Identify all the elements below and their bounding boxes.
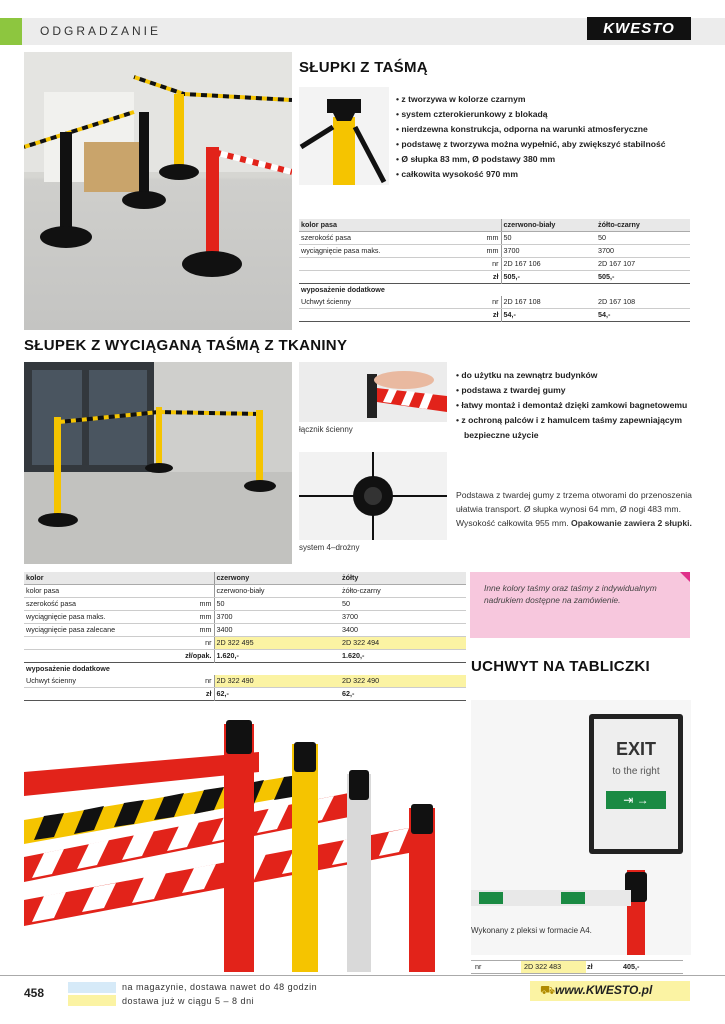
exit-tape: [471, 890, 631, 906]
price: 62,-: [214, 688, 340, 701]
table-cell: zł: [492, 272, 499, 281]
sign-panel: [594, 719, 678, 849]
sign-holder-caption: Wykonany z pleksi w formacie A4.: [471, 926, 592, 935]
product2-title: SŁUPEK Z WYCIĄGANĄ TAŚMĄ Z TKANINY: [24, 337, 348, 354]
table-header: czerwony: [214, 572, 340, 585]
table-header: kolor pasa: [299, 219, 459, 232]
table-cell: mm: [459, 232, 501, 245]
product1-title: SŁUPKI Z TAŚMĄ: [299, 59, 428, 76]
sign-frame: [589, 714, 683, 854]
feature-item: • z tworzywa w kolorze czarnym: [396, 92, 696, 107]
posts-tape-photo: [24, 712, 464, 972]
sign-exit-text: EXIT: [615, 739, 656, 759]
order-label: nr: [475, 962, 482, 971]
custom-order-note: [470, 572, 690, 638]
product3-order-row: [471, 960, 683, 974]
table-cell: wyciągnięcie pasa maks.: [299, 245, 459, 258]
wall-connector-caption: łącznik ścienny: [299, 425, 353, 434]
section-color-tab: [0, 18, 22, 45]
article-number: 2D 322 490: [214, 675, 340, 688]
table-cell: 50: [214, 598, 340, 611]
feature-item: • do użytku na zewnątrz budynków: [456, 368, 696, 383]
table-cell: czerwono-biały: [214, 585, 340, 598]
table-cell: wyciągnięcie pasa zalecane: [24, 624, 174, 637]
table-cell: 50: [596, 232, 690, 245]
product2-main-photo: [24, 362, 292, 564]
price: 62,-: [342, 689, 355, 698]
table-cell: zł: [492, 310, 499, 319]
table-cell: 3700: [596, 245, 690, 258]
feature-item: • łatwy montaż i demontaż dzięki zamkowi bagnetowemu: [456, 398, 696, 413]
product1-spec-table: [299, 219, 690, 322]
currency-label: zł: [587, 962, 593, 971]
accessory-heading: wyposażenie dodatkowe: [26, 664, 110, 673]
feature-item: • podstawa z twardej gumy: [456, 383, 696, 398]
delivery-legend-swatch: [68, 995, 116, 1006]
table-cell: szerokość pasa: [24, 598, 174, 611]
table-cell: 50: [501, 232, 596, 245]
feature-item: • podstawę z tworzywa można wypełnić, aby zwiększyć stabilność: [396, 137, 696, 152]
table-header: żółto-czarny: [596, 219, 690, 232]
table-cell: nr: [459, 258, 501, 271]
sign-direction-text: to the right: [612, 766, 660, 777]
table-cell: 3400: [214, 624, 340, 637]
table-cell: 3700: [214, 611, 340, 624]
note-corner-mark: [680, 572, 690, 582]
feature-item: • z ochroną palców i z hamulcem taśmy zapewniającym bezpieczne użycie: [456, 413, 696, 443]
website-link[interactable]: www.KWESTO.pl: [555, 983, 653, 997]
table-cell: Uchwyt ścienny: [24, 675, 174, 688]
cart-icon: ⛟: [540, 983, 556, 997]
table-cell: 3400: [340, 624, 466, 637]
product1-main-photo: [24, 52, 292, 330]
price: 405,-: [623, 962, 640, 971]
table-cell: mm: [174, 598, 214, 611]
table-cell: 3700: [501, 245, 596, 258]
table-cell: [174, 585, 214, 598]
table-cell: mm: [174, 624, 214, 637]
table-header: czerwono-biały: [501, 219, 596, 232]
exit-pictogram-icon: ⇥ →: [606, 791, 666, 809]
feature-item: • nierdzewna konstrukcja, odporna na warunki atmosferyczne: [396, 122, 696, 137]
product3-title: UCHWYT NA TABLICZKI: [471, 658, 651, 675]
price: 505,-: [501, 271, 596, 284]
table-cell: Uchwyt ścienny: [299, 296, 459, 309]
table-cell: nr: [174, 675, 214, 688]
four-way-system-photo: [299, 452, 447, 540]
article-number: 2D 167 107: [596, 258, 690, 271]
section-title: ODGRADZANIE: [40, 24, 162, 38]
sign-holder-photo: [471, 700, 691, 955]
accessory-heading: wyposażenie dodatkowe: [301, 285, 385, 294]
price: 505,-: [598, 272, 615, 281]
table-cell: nr: [174, 637, 214, 650]
product1-detail-photo: [299, 87, 389, 185]
article-number: 2D 167 108: [596, 296, 690, 309]
brand-logo: KWESTO: [587, 17, 691, 40]
package-contents: Opakowanie zawiera 2 słupki.: [571, 518, 692, 528]
footer-divider: [0, 975, 725, 976]
four-way-system-caption: system 4–drożny: [299, 543, 360, 552]
table-cell: mm: [459, 245, 501, 258]
table-header: kolor: [24, 572, 174, 585]
product2-description-text: Podstawa z twardej gumy z trzema otworami do przenoszenia ułatwia transport. Ø słupka wynosi 64 mm, Ø nogi 483 mm. Wysokość całkowita 955 mm.: [456, 490, 692, 528]
feature-item: • system czterokierunkowy z blokadą: [396, 107, 696, 122]
article-number: 2D 322 494: [340, 637, 466, 650]
exit-tape-icon: [561, 892, 585, 904]
price: 54,-: [501, 309, 596, 322]
stock-legend-text: na magazynie, dostawa nawet do 48 godzin: [122, 982, 318, 992]
table-header: żółty: [340, 572, 466, 585]
feature-item: • Ø słupka 83 mm, Ø podstawy 380 mm: [396, 152, 696, 167]
feature-item: • całkowita wysokość 970 mm: [396, 167, 696, 182]
article-number: 2D 322 495: [214, 637, 340, 650]
note-text: Inne kolory taśmy oraz taśmy z indywidualnym nadrukiem dostępne na zamówienie.: [484, 583, 657, 605]
price: 1.620,-: [342, 651, 365, 660]
stock-legend-swatch: [68, 982, 116, 993]
product2-feature-list: [456, 368, 696, 443]
price: 54,-: [598, 310, 611, 319]
table-cell: nr: [459, 296, 501, 309]
wall-connector-photo: [299, 362, 447, 422]
page-number: 458: [24, 986, 45, 1000]
product2-spec-table: [24, 572, 466, 701]
product1-feature-list: [396, 92, 696, 182]
table-cell: wyciągnięcie pasa maks.: [24, 611, 174, 624]
table-cell: kolor pasa: [24, 585, 174, 598]
table-cell: zł/opak.: [185, 651, 212, 660]
article-number: 2D 322 483: [521, 961, 586, 973]
table-cell: 50: [340, 598, 466, 611]
exit-tape-icon: [479, 892, 503, 904]
product2-description: [456, 488, 694, 530]
article-number: 2D 167 108: [501, 296, 596, 309]
table-cell: szerokość pasa: [299, 232, 459, 245]
delivery-legend-text: dostawa już w ciągu 5 – 8 dni: [122, 996, 255, 1006]
article-number: 2D 167 106: [501, 258, 596, 271]
article-number: 2D 322 490: [340, 675, 466, 688]
table-cell: zł: [205, 689, 212, 698]
table-cell: 3700: [340, 611, 466, 624]
price: 1.620,-: [214, 650, 340, 663]
table-cell: żółto-czarny: [340, 585, 466, 598]
table-cell: mm: [174, 611, 214, 624]
